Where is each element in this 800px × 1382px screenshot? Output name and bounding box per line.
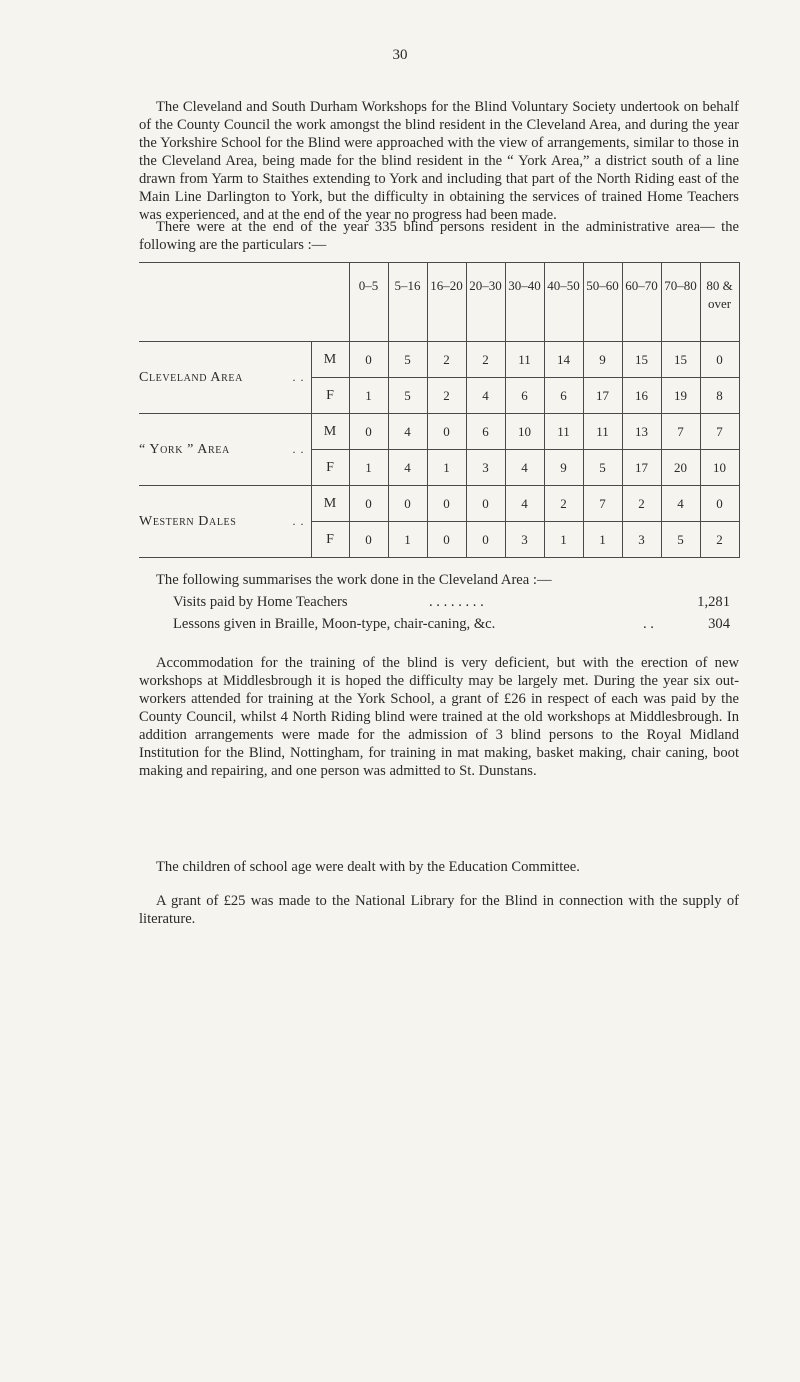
area-name: Western Dales — [139, 513, 237, 529]
count-cell: 7 — [661, 414, 700, 450]
count-cell: 7 — [583, 486, 622, 522]
count-cell: 0 — [466, 486, 505, 522]
count-cell: 0 — [388, 486, 427, 522]
count-cell: 7 — [700, 414, 739, 450]
count-cell: 15 — [661, 342, 700, 378]
count-cell: 0 — [349, 414, 388, 450]
count-cell: 11 — [544, 414, 583, 450]
count-cell: 6 — [505, 378, 544, 414]
summary-item-lessons — [173, 616, 730, 634]
count-cell: 0 — [466, 522, 505, 558]
age-group-header: 5–16 — [388, 263, 427, 342]
count-cell: 10 — [505, 414, 544, 450]
count-cell: 11 — [505, 342, 544, 378]
count-cell: 2 — [700, 522, 739, 558]
count-cell: 0 — [349, 522, 388, 558]
age-group-header: 30–40 — [505, 263, 544, 342]
count-cell: 13 — [622, 414, 661, 450]
count-cell: 0 — [700, 486, 739, 522]
paragraph-accommodation: Accommodation for the training of the blind is very deficient, but with the erection of new workshops at Middlesbrough it is hoped the difficulty may be largely met. During the year six out-workers attended for training at the York School, a grant of £26 in respect of each was paid by the County Council, whilst 4 North Riding blind were trained at the old workshops at Middlesbrough. In addition arrangements were made for the admission of 3 blind persons to the Royal Midland Institution for the Blind, Nottingham, for training in mat making, basket making, chair caning, boot making and repairing, and one person was admitted to St. Dunstans. — [139, 655, 739, 779]
summary-item-visits — [173, 594, 730, 612]
count-cell: 0 — [427, 522, 466, 558]
age-group-header: 70–80 — [661, 263, 700, 342]
count-cell: 5 — [661, 522, 700, 558]
count-cell: 3 — [505, 522, 544, 558]
sex-cell: F — [311, 450, 349, 486]
count-cell: 3 — [622, 522, 661, 558]
age-group-header: 40–50 — [544, 263, 583, 342]
count-cell: 14 — [544, 342, 583, 378]
count-cell: 2 — [622, 486, 661, 522]
sex-cell: M — [311, 414, 349, 450]
summary-item-leader: . . — [643, 616, 654, 632]
area-name: Cleveland Area — [139, 369, 243, 385]
paragraph-workshops: The Cleveland and South Durham Workshops for the Blind Voluntary Society undertook on behalf of the County Council the work amongst the blind resident in the Cleveland Area, and during the year the Yorkshire School for the Blind were approached with the view of arrangements, similar to those in the Cleveland Area, being made for the blind resident in the “ York Area,” a district south of a line drawn from Yarm to Staithes extending to York and including that part of the North Riding east of the Main Line Darlington to York, but the difficulty in obtaining the services of trained Home Teachers was experienced, and at the end of the year no progress had been made. — [139, 99, 739, 223]
count-cell: 2 — [544, 486, 583, 522]
summary-item-value: 1,281 — [697, 594, 730, 610]
summary-intro: The following summarises the work done in the Cleveland Area :— — [156, 572, 552, 588]
count-cell: 4 — [505, 450, 544, 486]
age-group-header: 16–20 — [427, 263, 466, 342]
count-cell: 4 — [388, 450, 427, 486]
count-cell: 2 — [466, 342, 505, 378]
count-cell: 0 — [349, 342, 388, 378]
count-cell: 19 — [661, 378, 700, 414]
area-name-cell — [139, 486, 311, 558]
paragraph-library-grant: A grant of £25 was made to the National Library for the Blind in connection with the supply of literature. — [139, 893, 739, 927]
blind-persons-table — [139, 262, 740, 558]
count-cell: 1 — [583, 522, 622, 558]
count-cell: 2 — [427, 378, 466, 414]
count-cell: 11 — [583, 414, 622, 450]
table-header-row — [139, 263, 739, 342]
area-name-cell — [139, 414, 311, 486]
paragraph-blind-count: There were at the end of the year 335 blind persons resident in the administrative area— the following are the particulars :— — [139, 219, 739, 253]
sex-cell: F — [311, 522, 349, 558]
area-name-cell — [139, 342, 311, 414]
age-group-header: 50–60 — [583, 263, 622, 342]
count-cell: 1 — [427, 450, 466, 486]
leader-dots: . . — [292, 369, 305, 384]
table-row — [139, 486, 739, 522]
age-group-header: 0–5 — [349, 263, 388, 342]
count-cell: 2 — [427, 342, 466, 378]
count-cell: 6 — [466, 414, 505, 450]
count-cell: 16 — [622, 378, 661, 414]
sex-cell: M — [311, 486, 349, 522]
summary-item-label: Lessons given in Braille, Moon-type, chair-caning, &c. — [173, 616, 496, 632]
count-cell: 1 — [388, 522, 427, 558]
area-name: “ York ” Area — [139, 441, 230, 457]
count-cell: 5 — [388, 342, 427, 378]
count-cell: 5 — [583, 450, 622, 486]
count-cell: 20 — [661, 450, 700, 486]
count-cell: 17 — [583, 378, 622, 414]
table-row — [139, 342, 739, 378]
age-group-header: 20–30 — [466, 263, 505, 342]
count-cell: 4 — [388, 414, 427, 450]
count-cell: 4 — [661, 486, 700, 522]
table-row — [139, 414, 739, 450]
count-cell: 17 — [622, 450, 661, 486]
count-cell: 4 — [505, 486, 544, 522]
count-cell: 9 — [583, 342, 622, 378]
count-cell: 4 — [466, 378, 505, 414]
count-cell: 9 — [544, 450, 583, 486]
sex-cell: F — [311, 378, 349, 414]
table-corner-cell — [139, 263, 349, 342]
count-cell: 6 — [544, 378, 583, 414]
count-cell: 1 — [544, 522, 583, 558]
count-cell: 1 — [349, 378, 388, 414]
count-cell: 0 — [349, 486, 388, 522]
page-number: 30 — [392, 47, 408, 63]
count-cell: 10 — [700, 450, 739, 486]
count-cell: 0 — [700, 342, 739, 378]
count-cell: 15 — [622, 342, 661, 378]
leader-dots: . . — [292, 513, 305, 528]
count-cell: 0 — [427, 486, 466, 522]
count-cell: 1 — [349, 450, 388, 486]
count-cell: 8 — [700, 378, 739, 414]
age-group-header: 80 & over — [700, 263, 739, 342]
paragraph-children: The children of school age were dealt with by the Education Committee. — [156, 859, 580, 875]
summary-item-leader: . . . . . . . . — [429, 594, 484, 610]
age-group-header: 60–70 — [622, 263, 661, 342]
sex-cell: M — [311, 342, 349, 378]
count-cell: 3 — [466, 450, 505, 486]
leader-dots: . . — [292, 441, 305, 456]
count-cell: 5 — [388, 378, 427, 414]
summary-item-label: Visits paid by Home Teachers — [173, 594, 348, 610]
summary-item-value: 304 — [708, 616, 730, 632]
count-cell: 0 — [427, 414, 466, 450]
